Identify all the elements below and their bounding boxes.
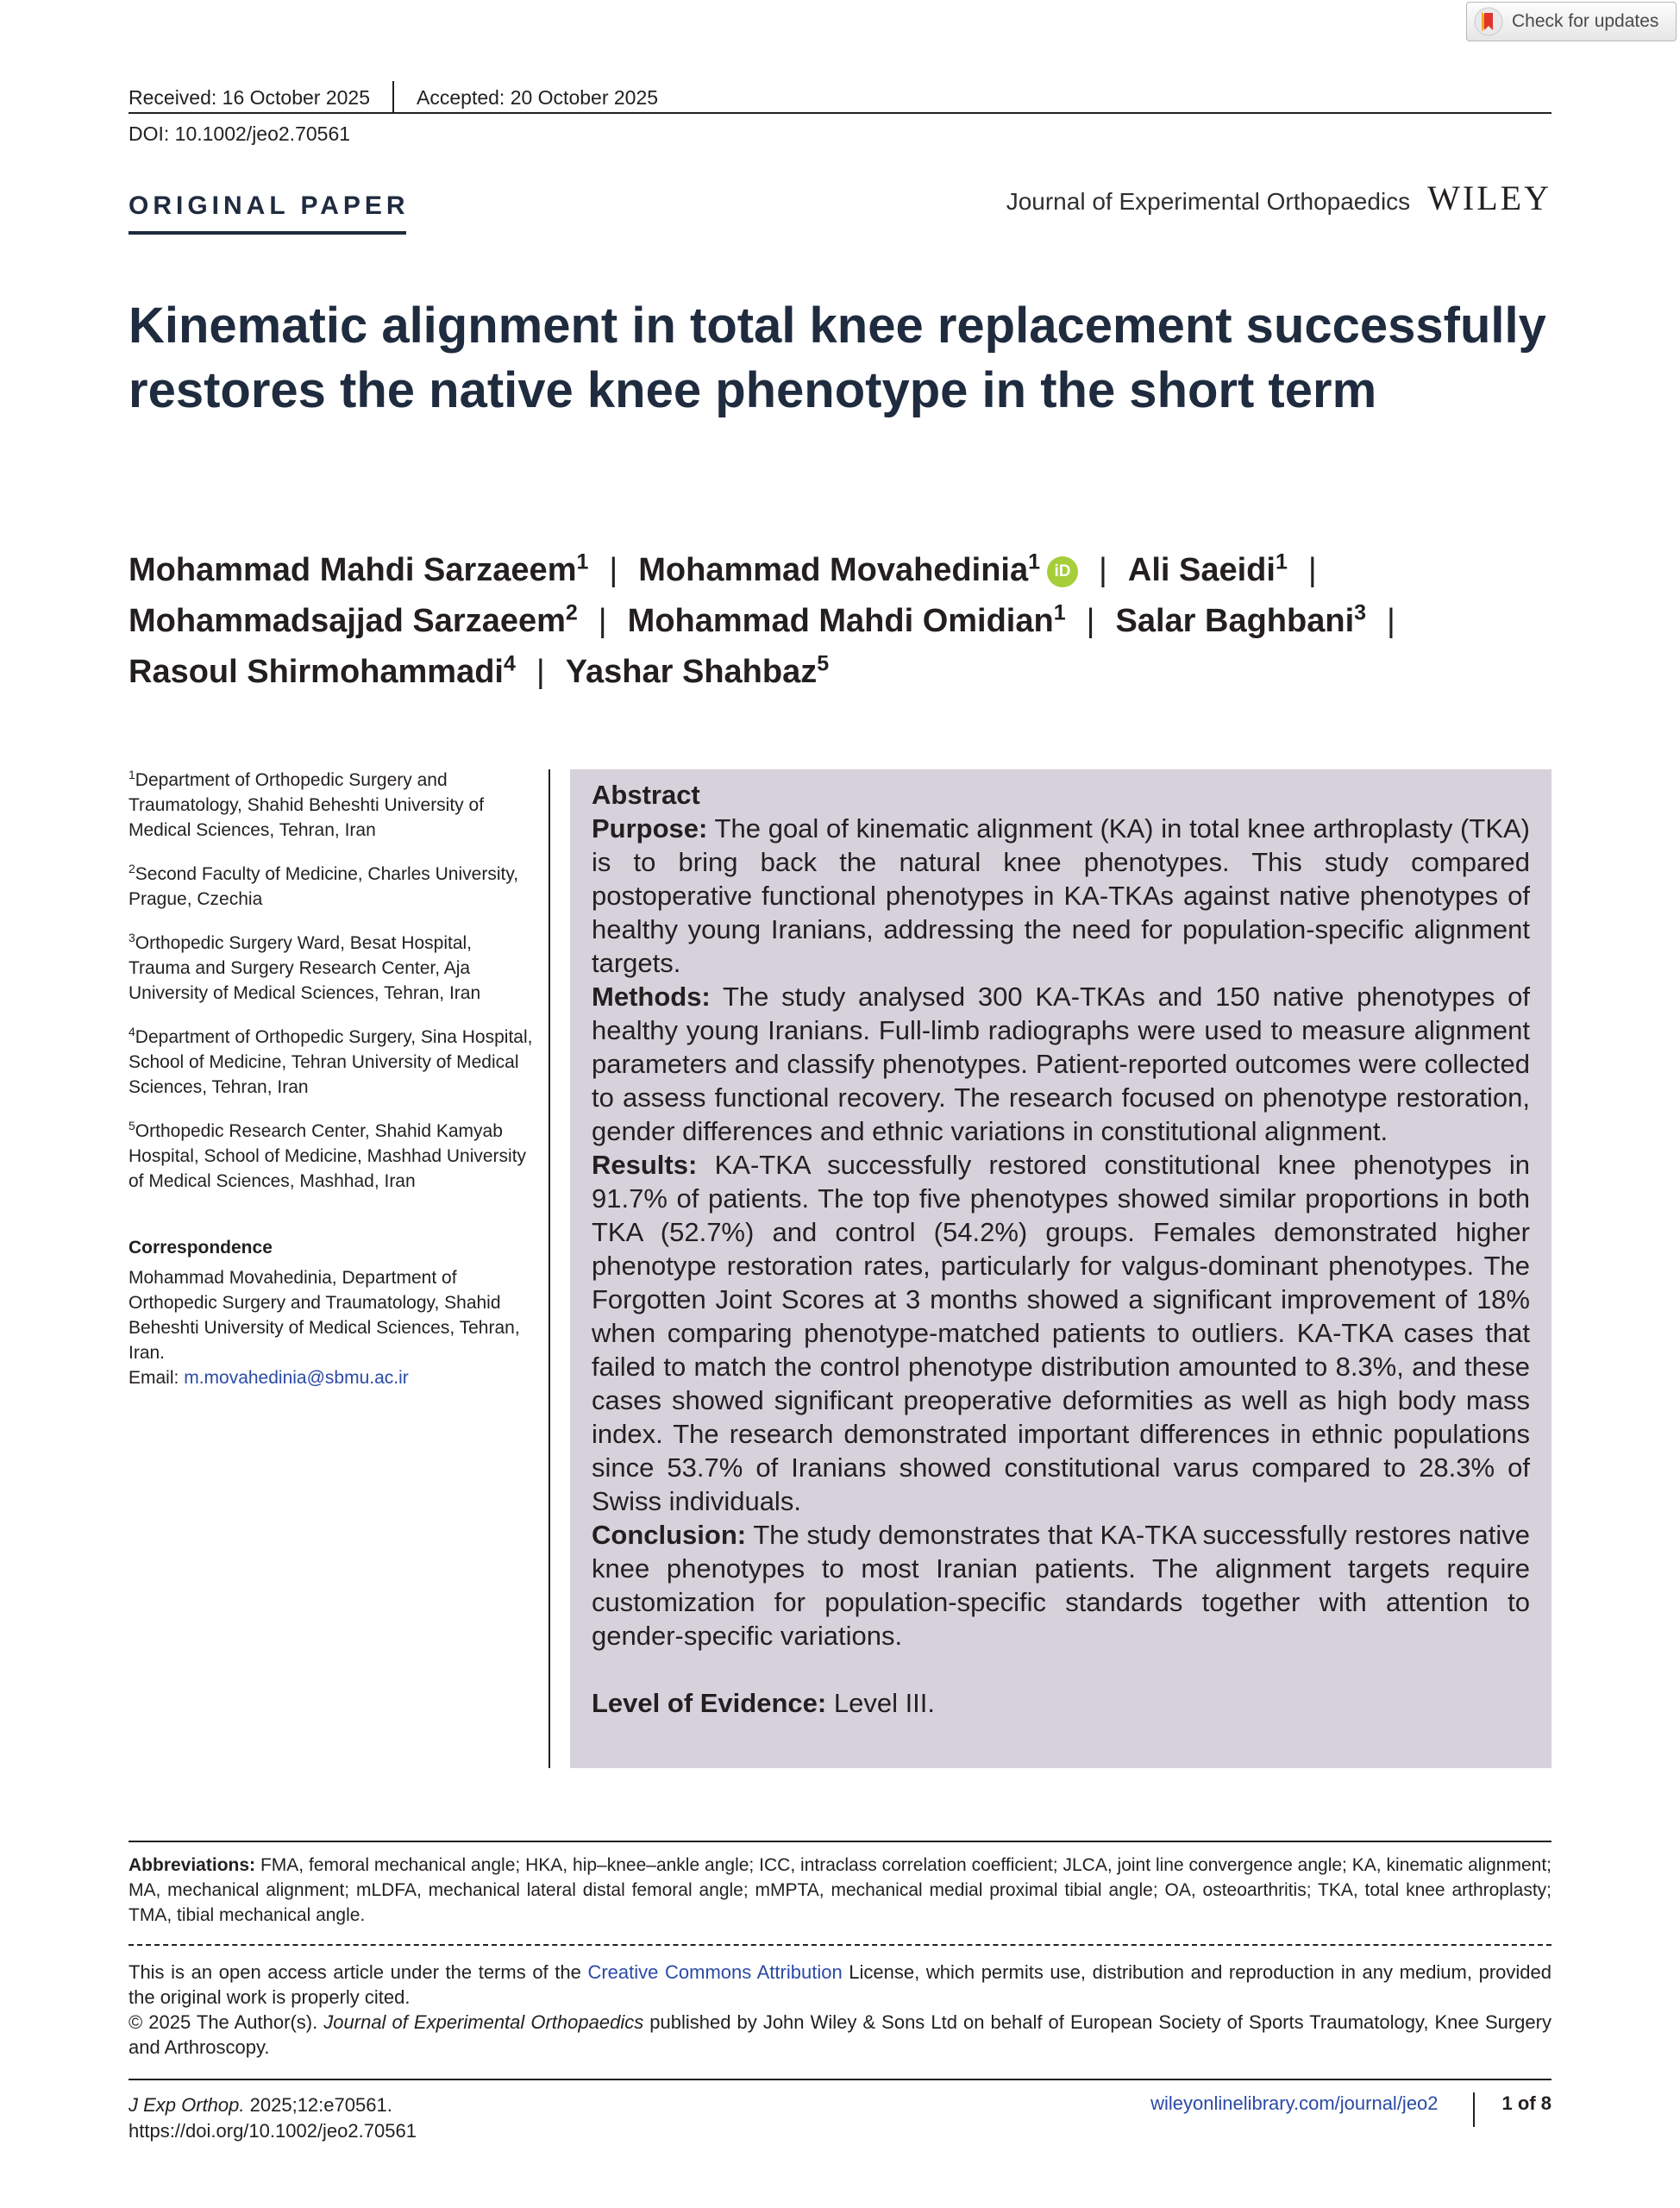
footer-rule	[129, 2079, 1551, 2080]
author[interactable]: Mohammad Movahedinia$^1$ iD	[638, 552, 1078, 588]
check-for-updates-label: Check for updates	[1512, 11, 1659, 31]
author-line	[129, 545, 1560, 596]
author-line	[129, 647, 1560, 698]
author-separator: |	[1099, 552, 1107, 588]
author-separator: |	[609, 552, 618, 588]
author[interactable]: Mohammad Mahdi Omidian$^1$	[627, 600, 1066, 639]
abstract-conclusion: Conclusion: The study demonstrates that KA-TKA successfully restores native knee phenotypes to most Iranian patients. The alignment targets require customization for population-specific standards together with attention to gender-specific variations.	[592, 1520, 1530, 1651]
author-line	[129, 596, 1560, 647]
article-doi: DOI: 10.1002/jeo2.70561	[129, 122, 351, 145]
author-separator: |	[598, 603, 607, 639]
footer-divider	[1473, 2092, 1475, 2127]
author-separator: |	[1387, 603, 1395, 639]
publisher-logo: WILEY	[1427, 179, 1551, 217]
correspondence	[129, 1235, 534, 1390]
column-divider	[549, 769, 550, 1768]
header-rule	[129, 112, 1551, 114]
footer-right	[1150, 2092, 1551, 2127]
license-divider	[129, 1944, 1551, 1946]
paper-type-underline	[129, 231, 406, 235]
affiliation: $^1$Department of Orthopedic Surgery and Traumatology, Shahid Beheshti University of Medical Sciences, Tehran, Iran	[129, 768, 485, 840]
citation-line: J Exp Orthop. 2025;12:e70561.	[129, 2094, 392, 2116]
author[interactable]: Rasoul Shirmohammadi$^4$	[129, 651, 516, 690]
license-link[interactable]: Creative Commons Attribution	[587, 1961, 843, 1983]
author[interactable]: Yashar Shahbaz$^5$	[565, 651, 830, 690]
doi-link[interactable]: https://doi.org/10.1002/jeo2.70561	[129, 2120, 417, 2142]
affiliation: $^3$Orthopedic Surgery Ward, Besat Hospital, Trauma and Surgery Research Center, Aja University of Medical Sciences, Tehran, Iran	[129, 931, 481, 1003]
affiliations	[129, 762, 534, 1208]
level-of-evidence: Level of Evidence: Level III.	[592, 1688, 936, 1718]
author-separator: |	[1086, 603, 1095, 639]
email-link[interactable]: m.movahedinia@sbmu.ac.ir	[184, 1368, 409, 1388]
affiliation: $^4$Department of Orthopedic Surgery, Sina Hospital, School of Medicine, Tehran University of Medical Sciences, Tehran, Iran	[129, 1025, 533, 1097]
author[interactable]: Mohammad Mahdi Sarzaeem$^1$	[129, 549, 589, 588]
check-for-updates-button[interactable]	[1466, 2, 1677, 41]
abstract-purpose: Purpose: The goal of kinematic alignment (KA) in total knee arthroplasty (TKA) is to bring back the natural knee phenotypes. This study compared postoperative functional phenotypes in KA-TKAs against native phenotypes of healthy young Iranians, addressing the need for population-specific alignment targets.	[592, 813, 1530, 978]
correspondence-heading: Correspondence	[129, 1238, 273, 1258]
page-number: 1 of 8	[1501, 2092, 1551, 2114]
journal-url-link[interactable]: wileyonlinelibrary.com/journal/jeo2	[1150, 2092, 1439, 2114]
abstract-methods: Methods: The study analysed 300 KA-TKAs and 150 native phenotypes of healthy young Iranians. Full-limb radiographs were used to measure alignment parameters and classify phenotypes. Patient-reported outcomes were collected to assess functional recovery. The research focused on phenotype restoration, gender differences and ethnic variations in constitutional alignment.	[592, 982, 1531, 1146]
correspondence-text: Mohammad Movahedinia, Department of Orthopedic Surgery and Traumatology, Shahid Beheshti University of Medical Sciences, Tehran, Iran.	[129, 1268, 520, 1363]
author[interactable]: Salar Baghbani$^3$	[1115, 600, 1367, 639]
author[interactable]: Ali Saeidi$^1$	[1127, 549, 1288, 588]
abstract-heading: Abstract	[592, 780, 700, 810]
license-text: This is an open access article under the terms of the Creative Commons Attribution License, which permits use, distribution and reproduction in any medium, provided the original work is properly cited.	[129, 1961, 1551, 2008]
article-dates	[129, 81, 658, 114]
affiliation: $^5$Orthopedic Research Center, Shahid Kamyab Hospital, School of Medicine, Mashhad University of Medical Sciences, Mashhad, Iran	[129, 1119, 527, 1191]
author-separator: |	[1307, 552, 1317, 588]
received-date: Received: 16 October 2025	[129, 85, 371, 109]
abbreviations-rule	[129, 1841, 1551, 1842]
author-list	[129, 545, 1560, 698]
correspondence-email-line: Email: m.movahedinia@sbmu.ac.ir	[129, 1368, 409, 1388]
accepted-date: Accepted: 20 October 2025	[417, 85, 659, 109]
abbreviations: Abbreviations: FMA, femoral mechanical angle; HKA, hip–knee–ankle angle; ICC, intraclass correlation coefficient; JLCA, joint line convergence angle; KA, kinematic alignment; MA, mechanical alignment; mLDFA, mechanical lateral distal femoral angle; mMPTA, mechanical medial proximal tibial angle; OA, osteoarthritis; TKA, total knee arthroplasty; TMA, tibial mechanical angle.	[129, 1855, 1552, 1925]
affiliation: $^2$Second Faculty of Medicine, Charles University, Prague, Czechia	[129, 862, 519, 909]
journal-masthead	[1006, 178, 1551, 218]
license-notice	[129, 1960, 1551, 2060]
author[interactable]: Mohammadsajjad Sarzaeem$^2$	[129, 600, 578, 639]
bookmark-icon	[1474, 7, 1503, 36]
date-divider	[392, 81, 394, 114]
copyright-text: © 2025 The Author(s). Journal of Experimental Orthopaedics published by John Wiley & Sons Ltd on behalf of European Society of Sports Traumatology, Knee Surgery and Arthroscopy.	[129, 2011, 1551, 2058]
author-separator: |	[536, 654, 545, 690]
abstract-box	[570, 769, 1551, 1768]
paper-type: ORIGINAL PAPER	[129, 191, 410, 220]
orcid-icon[interactable]: iD	[1047, 556, 1078, 587]
journal-name: Journal of Experimental Orthopaedics	[1006, 188, 1411, 215]
abstract-results: Results: KA-TKA successfully restored constitutional knee phenotypes in 91.7% of patients. The top five phenotypes showed similar proportions in both TKA (52.7%) and control (54.2%) groups. Females demonstrated higher phenotype restoration rates, particularly for valgus-dominant phenotypes. The Forgotten Joint Scores at 3 months showed a significant improvement of 18% when comparing phenotype-matched patients to outliers. KA-TKA cases that failed to match the control phenotype distribution amounted to 8.3%, and these cases showed significant preoperative deformities as well as high body mass index. The research demonstrated important differences in ethnic populations since 53.7% of Iranians showed constitutional varus compared to 28.3% of Swiss individuals.	[592, 1150, 1530, 1516]
citation	[129, 2092, 417, 2144]
article-title: Kinematic alignment in total knee replacement successfully restores the native knee phenotype in the short term	[129, 298, 1546, 418]
